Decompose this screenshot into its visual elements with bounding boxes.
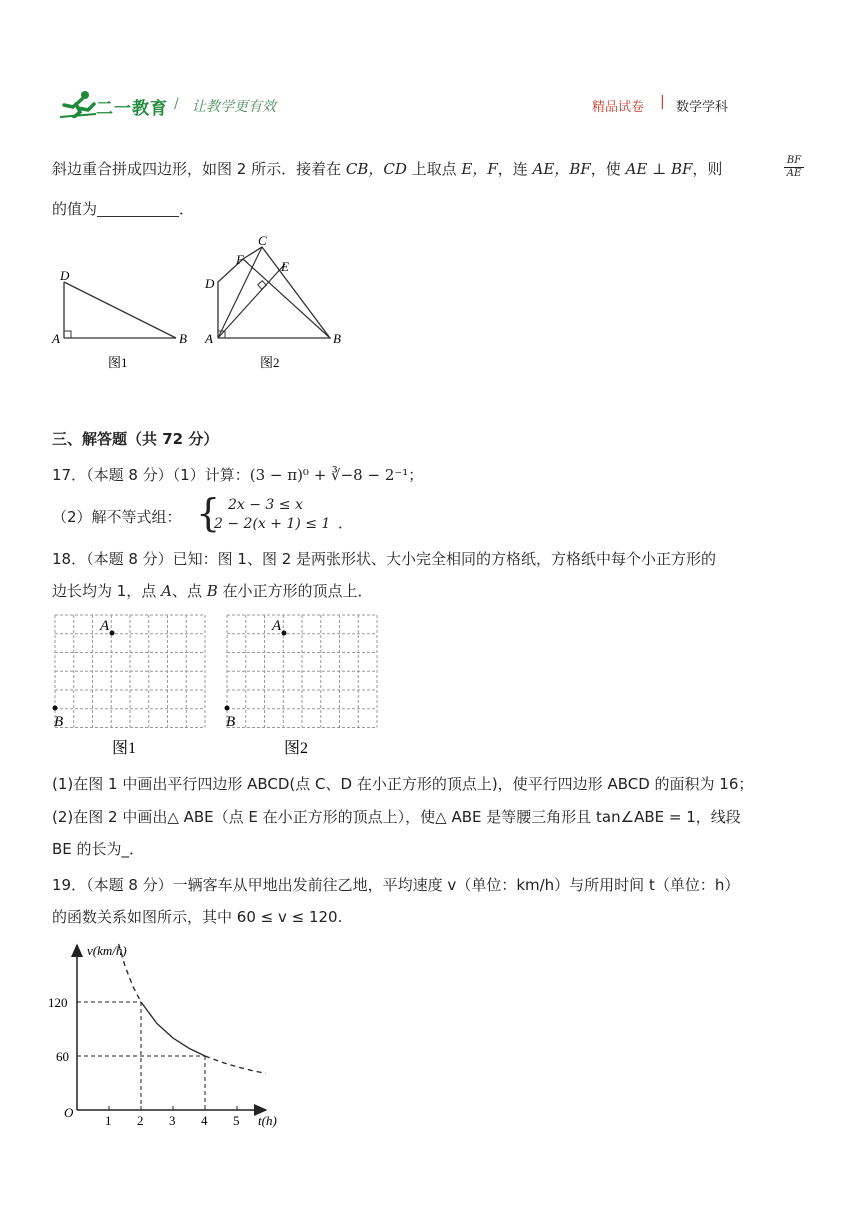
q19-line2: 的函数关系如图所示，其中 60 ≤ v ≤ 120. [52, 908, 343, 926]
fig2-label-c: C [258, 233, 267, 248]
x-tick-label: 2 [137, 1113, 144, 1128]
q17-part1 [52, 464, 423, 486]
y-tick-label: 60 [56, 1049, 69, 1064]
header-tag-right: 数学学科 [676, 100, 729, 115]
section-title: 三、解答题（共 72 分） [52, 430, 219, 448]
answer-blank [97, 202, 179, 217]
q16-math-cb-cd: CB，CD [345, 160, 407, 178]
q16-figure-1 [51, 268, 187, 370]
q16-line1 [52, 158, 722, 180]
q17-part2-end: ． [338, 514, 354, 532]
curve-solid [141, 1002, 205, 1056]
fig2-label-d: D [205, 276, 215, 291]
x-tick-label: 4 [201, 1113, 208, 1128]
q18-point-a: A [161, 582, 172, 600]
q16-math-perp: AE ⊥ BF [625, 160, 693, 178]
q18-text-c: 在小正方形的顶点上． [217, 582, 373, 600]
grid-figure-1 [55, 615, 205, 728]
fig2-label-b: B [333, 331, 341, 346]
q18-sub2-line2: BE 的长为_． [52, 840, 145, 858]
header-separator: | [660, 94, 665, 110]
chart-guides [77, 1002, 205, 1110]
q18-point-b: B [206, 582, 218, 600]
q18-sub2-line1: (2)在图 2 中画出△ ABE（点 E 在小正方形的顶点上），使△ ABE 是等腰三角形且 tan∠ABE = 1，线段 [52, 808, 741, 826]
grid2-label-b: B [226, 714, 236, 730]
q16-text-c: ，连 [497, 160, 533, 178]
x-tick-label: 1 [105, 1113, 112, 1128]
grid1-caption: 图1 [112, 740, 137, 757]
q16-math-ef: E，F [461, 160, 498, 178]
q17-part1-end: ； [408, 466, 424, 484]
grid2-point-b [225, 706, 230, 711]
fraction-denominator: AE [784, 167, 804, 180]
fig1-caption: 图1 [108, 355, 128, 370]
y-axis-label: v(km/h) [87, 943, 127, 958]
grid1-label-a: A [100, 618, 110, 634]
curve-dashed [205, 1056, 266, 1073]
inequality-system [214, 496, 330, 534]
q16-figure-2 [204, 233, 341, 370]
q17-part2 [52, 506, 182, 528]
grid2-caption: 图2 [284, 740, 309, 757]
q18-text-b: 、点 [171, 582, 207, 600]
q16-figures [40, 230, 370, 380]
logo-text: 二一教育 [96, 99, 168, 119]
q16-fraction [784, 155, 804, 180]
q18-line2 [52, 580, 373, 602]
q16-text-a: 斜边重合拼成四边形，如图 2 所示．接着在 [52, 160, 346, 178]
q16-text-value: 的值为 [52, 200, 98, 218]
header-slogan: 让教学更有效 [192, 99, 276, 115]
fig2-label-f: F [236, 252, 244, 267]
grid1-point-b [53, 706, 58, 711]
header-divider: / [174, 96, 179, 112]
origin-label: O [64, 1105, 74, 1120]
grid1-point-a [110, 631, 115, 636]
q17-expression: (3 − π)⁰ + ∛−8 − 2⁻¹ [249, 466, 409, 484]
fig1-label-b: B [179, 331, 187, 346]
y-tick-label: 120 [48, 995, 68, 1010]
q17-part2-label: （2）解不等式组： [52, 508, 182, 526]
logo-runner-icon [58, 90, 98, 118]
grid1-label-b: B [54, 714, 64, 730]
x-tick-label: 3 [169, 1113, 176, 1128]
x-tick-label: 5 [233, 1113, 240, 1128]
q16-text-d: ，使 [590, 160, 626, 178]
fig2-caption: 图2 [260, 355, 280, 370]
q18-sub1: (1)在图 1 中画出平行四边形 ABCD(点 C、D 在小正方形的顶点上)，使平行四边形 ABCD 的面积为 16； [52, 775, 754, 793]
q18-line1: 18．（本题 8 分）已知：图 1、图 2 是两张形状、大小完全相同的方格纸，方格纸中每个小正方形的 [52, 550, 717, 568]
system-brace: { [196, 491, 221, 535]
q19-chart [40, 935, 300, 1135]
q17-part1-label: 17．（本题 8 分）（1）计算： [52, 466, 250, 484]
header-tag-left: 精品试卷 [592, 100, 645, 115]
fig2-label-a: A [205, 331, 213, 346]
x-axis-label: t(h) [258, 1113, 277, 1128]
q16-text-e: ，则 [692, 160, 723, 178]
grid-figure-2 [227, 615, 377, 728]
fig2-label-e: E [281, 259, 289, 274]
q16-text-end: ． [179, 200, 195, 218]
fig1-label-d: D [60, 268, 70, 283]
grid2-label-a: A [272, 618, 282, 634]
q16-text-b: 上取点 [406, 160, 462, 178]
q18-grids [48, 608, 388, 758]
q16-line2 [52, 198, 194, 220]
q16-math-ae-bf: AE，BF [532, 160, 591, 178]
inequality-1: 2x − 3 ≤ x [228, 497, 303, 513]
q18-text-a: 边长均为 1，点 [52, 582, 162, 600]
fraction-numerator: BF [786, 155, 802, 166]
q19-line1: 19．（本题 8 分）一辆客车从甲地出发前往乙地，平均速度 v（单位：km/h）与所用时间 t（单位：h） [52, 876, 740, 894]
inequality-2: 2 − 2(x + 1) ≤ 1 [214, 516, 331, 532]
fig1-label-a: A [52, 331, 60, 346]
grid2-point-a [282, 631, 287, 636]
